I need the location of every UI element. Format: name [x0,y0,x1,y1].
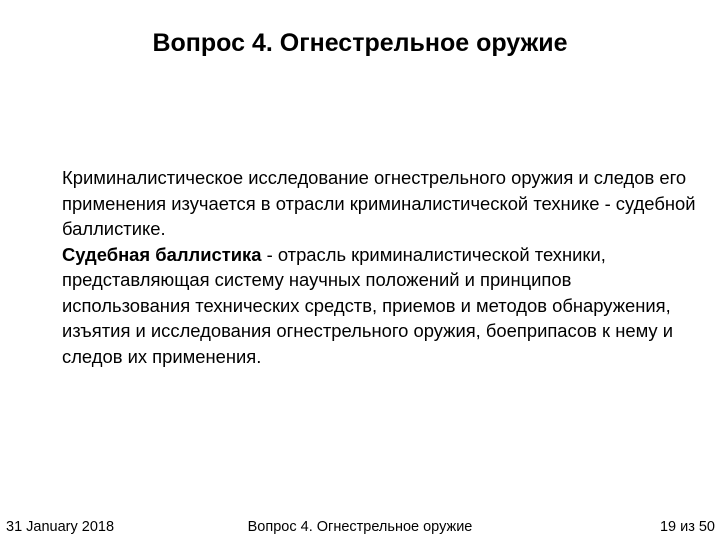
defined-term: Судебная баллистика [62,243,262,265]
footer-title: Вопрос 4. Огнестрельное оружие [247,519,473,535]
slide-body [62,165,702,369]
footer-date: 31 January 2018 [6,519,115,535]
page-number: 19 из 50 [659,519,715,535]
body-paragraph: Криминалистическое исследование огнестрельного оружия и следов его применения изучается в отрасли криминалистической технике - судебной баллистике. [62,167,696,239]
slide-title: Вопрос 4. Огнестрельное оружие [152,29,568,57]
definition-paragraph [62,242,702,370]
definition-text: - отрасль криминалистической техники, представляющая систему научных положений и принципов использования технических средств, приемов и методов обнаружения, изъятия и исследования огнестрельного оружия, боеприпасов к нему и следов их применения. [62,243,674,367]
